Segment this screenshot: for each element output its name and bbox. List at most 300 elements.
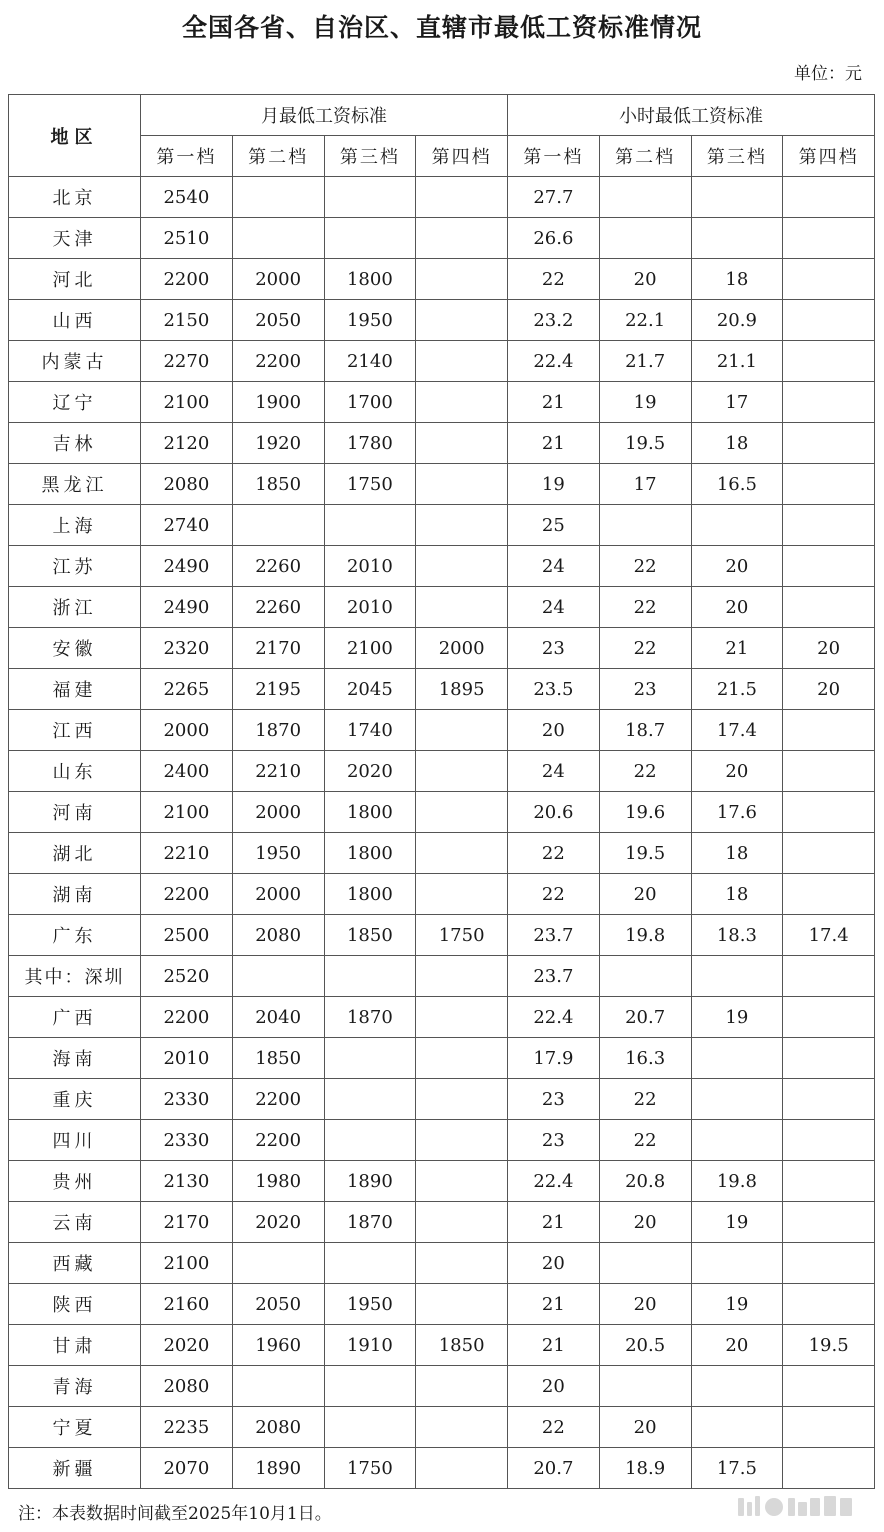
monthly-tier-3-cell: 2020 — [324, 751, 416, 792]
hourly-tier-3-cell: 17 — [691, 382, 783, 423]
hourly-tier-4-cell — [783, 1120, 875, 1161]
hourly-tier-1-cell: 22.4 — [508, 341, 600, 382]
monthly-tier-1-cell: 2100 — [141, 792, 233, 833]
monthly-tier-2-cell: 2200 — [232, 1120, 324, 1161]
hourly-tier-2-cell: 20 — [599, 874, 691, 915]
monthly-tier-3-cell: 1800 — [324, 833, 416, 874]
hourly-tier-1-cell: 17.9 — [508, 1038, 600, 1079]
monthly-tier-3-cell — [324, 505, 416, 546]
region-cell: 广东 — [9, 915, 141, 956]
monthly-tier-2-cell: 2080 — [232, 915, 324, 956]
monthly-tier-3-cell: 1700 — [324, 382, 416, 423]
hourly-tier-2-cell: 20 — [599, 1202, 691, 1243]
monthly-tier-4-cell — [416, 382, 508, 423]
monthly-tier-4-cell — [416, 259, 508, 300]
hourly-tier-3-cell: 21.1 — [691, 341, 783, 382]
monthly-tier-3-cell: 1800 — [324, 259, 416, 300]
monthly-tier-2-cell: 2080 — [232, 1407, 324, 1448]
region-cell: 重庆 — [9, 1079, 141, 1120]
hourly-tier-3-cell — [691, 1038, 783, 1079]
hourly-tier-1-cell: 25 — [508, 505, 600, 546]
table-row — [9, 628, 875, 669]
table-row — [9, 1325, 875, 1366]
table-row — [9, 218, 875, 259]
table-row — [9, 792, 875, 833]
monthly-tier-1-cell: 2330 — [141, 1079, 233, 1120]
hourly-tier-3-cell: 20.9 — [691, 300, 783, 341]
hourly-tier-1-cell: 23.7 — [508, 915, 600, 956]
region-cell: 陕西 — [9, 1284, 141, 1325]
table-row — [9, 1161, 875, 1202]
table-row — [9, 1120, 875, 1161]
monthly-tier-4-cell — [416, 1284, 508, 1325]
monthly-tier-2-cell: 2050 — [232, 1284, 324, 1325]
hourly-tier-2-cell: 20.8 — [599, 1161, 691, 1202]
hourly-tier-1-cell: 20 — [508, 1243, 600, 1284]
table-row — [9, 833, 875, 874]
hourly-tier-2-cell: 23 — [599, 669, 691, 710]
monthly-tier-2-cell: 2260 — [232, 546, 324, 587]
region-cell: 江苏 — [9, 546, 141, 587]
monthly-tier-3-cell: 1800 — [324, 874, 416, 915]
region-cell: 北京 — [9, 177, 141, 218]
hourly-tier-1-cell: 20 — [508, 1366, 600, 1407]
hourly-tier-3-cell: 20 — [691, 587, 783, 628]
hourly-tier-2-cell — [599, 177, 691, 218]
monthly-tier-4-cell — [416, 751, 508, 792]
hourly-tier-2-cell: 22 — [599, 751, 691, 792]
monthly-tier-1-cell: 2510 — [141, 218, 233, 259]
tier-header-monthly-1: 第一档 — [141, 136, 233, 177]
monthly-tier-3-cell: 2010 — [324, 546, 416, 587]
monthly-tier-4-cell: 1750 — [416, 915, 508, 956]
region-cell: 湖北 — [9, 833, 141, 874]
monthly-tier-1-cell: 2200 — [141, 259, 233, 300]
monthly-tier-2-cell: 1920 — [232, 423, 324, 464]
hourly-tier-2-cell: 20 — [599, 1407, 691, 1448]
monthly-tier-1-cell: 2330 — [141, 1120, 233, 1161]
monthly-tier-3-cell: 2045 — [324, 669, 416, 710]
monthly-tier-4-cell — [416, 1120, 508, 1161]
region-cell: 宁夏 — [9, 1407, 141, 1448]
hourly-tier-2-cell: 19.5 — [599, 423, 691, 464]
monthly-tier-3-cell — [324, 1407, 416, 1448]
hourly-tier-1-cell: 24 — [508, 587, 600, 628]
region-cell: 天津 — [9, 218, 141, 259]
region-cell: 四川 — [9, 1120, 141, 1161]
monthly-tier-4-cell — [416, 464, 508, 505]
hourly-tier-3-cell — [691, 505, 783, 546]
monthly-tier-1-cell: 2160 — [141, 1284, 233, 1325]
hourly-tier-3-cell — [691, 177, 783, 218]
hourly-tier-2-cell — [599, 218, 691, 259]
hourly-tier-2-cell: 18.9 — [599, 1448, 691, 1489]
tier-header-monthly-4: 第四档 — [416, 136, 508, 177]
monthly-tier-4-cell — [416, 710, 508, 751]
monthly-tier-4-cell — [416, 792, 508, 833]
hourly-tier-3-cell: 19 — [691, 997, 783, 1038]
monthly-tier-3-cell: 1740 — [324, 710, 416, 751]
hourly-tier-2-cell: 19.5 — [599, 833, 691, 874]
hourly-tier-2-cell: 18.7 — [599, 710, 691, 751]
hourly-tier-2-cell: 22 — [599, 628, 691, 669]
hourly-wage-header: 小时最低工资标准 — [508, 95, 875, 136]
monthly-tier-2-cell: 1870 — [232, 710, 324, 751]
region-cell: 浙江 — [9, 587, 141, 628]
monthly-tier-1-cell: 2200 — [141, 874, 233, 915]
monthly-tier-1-cell: 2070 — [141, 1448, 233, 1489]
region-cell: 海南 — [9, 1038, 141, 1079]
table-row — [9, 341, 875, 382]
hourly-tier-3-cell: 18 — [691, 833, 783, 874]
hourly-tier-1-cell: 22 — [508, 833, 600, 874]
monthly-tier-4-cell — [416, 956, 508, 997]
monthly-tier-1-cell: 2130 — [141, 1161, 233, 1202]
table-row — [9, 1448, 875, 1489]
region-cell: 辽宁 — [9, 382, 141, 423]
hourly-tier-3-cell — [691, 1120, 783, 1161]
monthly-tier-1-cell: 2490 — [141, 587, 233, 628]
monthly-tier-2-cell: 2000 — [232, 874, 324, 915]
region-cell: 其中：深圳 — [9, 956, 141, 997]
monthly-tier-3-cell: 2140 — [324, 341, 416, 382]
hourly-tier-4-cell — [783, 1284, 875, 1325]
monthly-tier-1-cell: 2000 — [141, 710, 233, 751]
region-cell: 福建 — [9, 669, 141, 710]
monthly-tier-1-cell: 2500 — [141, 915, 233, 956]
table-row — [9, 669, 875, 710]
monthly-tier-2-cell — [232, 1243, 324, 1284]
monthly-tier-3-cell: 2100 — [324, 628, 416, 669]
region-cell: 上海 — [9, 505, 141, 546]
monthly-tier-3-cell: 1850 — [324, 915, 416, 956]
monthly-tier-2-cell: 2000 — [232, 259, 324, 300]
region-cell: 山西 — [9, 300, 141, 341]
hourly-tier-3-cell: 17.5 — [691, 1448, 783, 1489]
monthly-tier-4-cell — [416, 833, 508, 874]
hourly-tier-3-cell: 20 — [691, 546, 783, 587]
hourly-tier-1-cell: 22 — [508, 1407, 600, 1448]
tier-header-hourly-3: 第三档 — [691, 136, 783, 177]
hourly-tier-1-cell: 24 — [508, 546, 600, 587]
footnote: 注：本表数据时间截至2025年10月1日。 — [18, 1504, 332, 1524]
hourly-tier-3-cell: 17.4 — [691, 710, 783, 751]
hourly-tier-3-cell: 18 — [691, 259, 783, 300]
hourly-tier-4-cell — [783, 259, 875, 300]
hourly-tier-1-cell: 27.7 — [508, 177, 600, 218]
monthly-tier-1-cell: 2010 — [141, 1038, 233, 1079]
tier-header-hourly-4: 第四档 — [783, 136, 875, 177]
monthly-tier-2-cell — [232, 1366, 324, 1407]
hourly-tier-2-cell — [599, 505, 691, 546]
hourly-tier-2-cell: 22.1 — [599, 300, 691, 341]
table-row — [9, 1407, 875, 1448]
hourly-tier-2-cell: 20.5 — [599, 1325, 691, 1366]
hourly-tier-3-cell — [691, 1243, 783, 1284]
hourly-tier-1-cell: 20.7 — [508, 1448, 600, 1489]
hourly-tier-2-cell: 22 — [599, 1120, 691, 1161]
monthly-tier-3-cell — [324, 177, 416, 218]
monthly-tier-1-cell: 2200 — [141, 997, 233, 1038]
monthly-tier-3-cell — [324, 1079, 416, 1120]
hourly-tier-1-cell: 19 — [508, 464, 600, 505]
region-cell: 黑龙江 — [9, 464, 141, 505]
minimum-wage-table — [8, 94, 875, 1489]
hourly-tier-4-cell — [783, 1407, 875, 1448]
hourly-tier-1-cell: 24 — [508, 751, 600, 792]
hourly-tier-4-cell — [783, 177, 875, 218]
monthly-tier-4-cell — [416, 1407, 508, 1448]
region-cell: 云南 — [9, 1202, 141, 1243]
hourly-tier-2-cell: 19 — [599, 382, 691, 423]
hourly-tier-4-cell — [783, 341, 875, 382]
region-cell: 湖南 — [9, 874, 141, 915]
table-body — [9, 177, 875, 1489]
table-row — [9, 1284, 875, 1325]
hourly-tier-4-cell — [783, 1366, 875, 1407]
monthly-tier-2-cell: 2200 — [232, 1079, 324, 1120]
region-cell: 河南 — [9, 792, 141, 833]
monthly-tier-1-cell: 2100 — [141, 382, 233, 423]
monthly-tier-2-cell: 2020 — [232, 1202, 324, 1243]
monthly-tier-3-cell — [324, 218, 416, 259]
hourly-tier-4-cell — [783, 1448, 875, 1489]
hourly-tier-1-cell: 22.4 — [508, 1161, 600, 1202]
monthly-tier-4-cell — [416, 505, 508, 546]
hourly-tier-2-cell: 22 — [599, 546, 691, 587]
table-row — [9, 300, 875, 341]
region-column-header: 地区 — [9, 95, 141, 177]
monthly-tier-4-cell: 1895 — [416, 669, 508, 710]
monthly-tier-1-cell: 2020 — [141, 1325, 233, 1366]
monthly-tier-3-cell: 1750 — [324, 464, 416, 505]
hourly-tier-3-cell — [691, 956, 783, 997]
region-cell: 内蒙古 — [9, 341, 141, 382]
region-cell: 安徽 — [9, 628, 141, 669]
monthly-tier-4-cell — [416, 1161, 508, 1202]
hourly-tier-3-cell: 17.6 — [691, 792, 783, 833]
monthly-tier-3-cell: 1950 — [324, 300, 416, 341]
monthly-tier-3-cell: 1870 — [324, 997, 416, 1038]
hourly-tier-1-cell: 21 — [508, 423, 600, 464]
monthly-tier-1-cell: 2740 — [141, 505, 233, 546]
monthly-tier-4-cell — [416, 1079, 508, 1120]
hourly-tier-4-cell — [783, 833, 875, 874]
table-row — [9, 915, 875, 956]
hourly-tier-4-cell — [783, 1243, 875, 1284]
monthly-tier-4-cell — [416, 997, 508, 1038]
hourly-tier-3-cell — [691, 1079, 783, 1120]
region-cell: 山东 — [9, 751, 141, 792]
tier-header-hourly-1: 第一档 — [508, 136, 600, 177]
table-row — [9, 751, 875, 792]
monthly-tier-2-cell: 1960 — [232, 1325, 324, 1366]
hourly-tier-1-cell: 21 — [508, 1284, 600, 1325]
monthly-tier-2-cell: 2000 — [232, 792, 324, 833]
hourly-tier-3-cell: 18.3 — [691, 915, 783, 956]
monthly-tier-1-cell: 2170 — [141, 1202, 233, 1243]
monthly-tier-1-cell: 2540 — [141, 177, 233, 218]
hourly-tier-4-cell — [783, 1079, 875, 1120]
hourly-tier-4-cell — [783, 423, 875, 464]
hourly-tier-2-cell — [599, 1243, 691, 1284]
hourly-tier-4-cell: 19.5 — [783, 1325, 875, 1366]
hourly-tier-2-cell: 20 — [599, 1284, 691, 1325]
monthly-tier-4-cell — [416, 1448, 508, 1489]
monthly-tier-3-cell: 1800 — [324, 792, 416, 833]
table-row — [9, 1038, 875, 1079]
monthly-tier-2-cell: 2170 — [232, 628, 324, 669]
hourly-tier-3-cell: 19 — [691, 1202, 783, 1243]
monthly-tier-4-cell — [416, 423, 508, 464]
hourly-tier-4-cell — [783, 1202, 875, 1243]
hourly-tier-1-cell: 22 — [508, 874, 600, 915]
hourly-tier-1-cell: 23.2 — [508, 300, 600, 341]
hourly-tier-2-cell: 20.7 — [599, 997, 691, 1038]
monthly-tier-1-cell: 2150 — [141, 300, 233, 341]
monthly-tier-3-cell — [324, 1120, 416, 1161]
monthly-tier-2-cell: 1980 — [232, 1161, 324, 1202]
monthly-tier-2-cell — [232, 177, 324, 218]
hourly-tier-4-cell — [783, 1161, 875, 1202]
hourly-tier-1-cell: 23 — [508, 1120, 600, 1161]
hourly-tier-4-cell: 17.4 — [783, 915, 875, 956]
table-row — [9, 505, 875, 546]
table-row — [9, 464, 875, 505]
monthly-tier-2-cell — [232, 505, 324, 546]
hourly-tier-1-cell: 23.5 — [508, 669, 600, 710]
hourly-tier-4-cell — [783, 464, 875, 505]
monthly-tier-2-cell: 2050 — [232, 300, 324, 341]
monthly-tier-4-cell — [416, 341, 508, 382]
monthly-tier-4-cell — [416, 177, 508, 218]
monthly-tier-1-cell: 2235 — [141, 1407, 233, 1448]
table-row — [9, 546, 875, 587]
hourly-tier-3-cell: 18 — [691, 874, 783, 915]
monthly-tier-2-cell: 1950 — [232, 833, 324, 874]
monthly-tier-4-cell — [416, 218, 508, 259]
hourly-tier-4-cell — [783, 382, 875, 423]
hourly-tier-1-cell: 22.4 — [508, 997, 600, 1038]
hourly-tier-4-cell — [783, 792, 875, 833]
table-row — [9, 177, 875, 218]
monthly-tier-2-cell: 2210 — [232, 751, 324, 792]
hourly-tier-3-cell: 19.8 — [691, 1161, 783, 1202]
hourly-tier-1-cell: 20.6 — [508, 792, 600, 833]
monthly-tier-4-cell — [416, 874, 508, 915]
table-row — [9, 710, 875, 751]
hourly-tier-3-cell — [691, 1407, 783, 1448]
hourly-tier-3-cell: 21.5 — [691, 669, 783, 710]
region-cell: 贵州 — [9, 1161, 141, 1202]
hourly-tier-2-cell: 22 — [599, 1079, 691, 1120]
monthly-tier-3-cell — [324, 956, 416, 997]
monthly-tier-4-cell — [416, 1038, 508, 1079]
hourly-tier-4-cell — [783, 997, 875, 1038]
tier-header-hourly-2: 第二档 — [599, 136, 691, 177]
region-cell: 西藏 — [9, 1243, 141, 1284]
monthly-tier-3-cell: 1910 — [324, 1325, 416, 1366]
table-row — [9, 382, 875, 423]
monthly-tier-3-cell: 1780 — [324, 423, 416, 464]
monthly-tier-1-cell: 2120 — [141, 423, 233, 464]
monthly-wage-header: 月最低工资标准 — [141, 95, 508, 136]
hourly-tier-2-cell: 20 — [599, 259, 691, 300]
hourly-tier-3-cell: 20 — [691, 751, 783, 792]
watermark-logo — [736, 1492, 866, 1522]
tier-header-monthly-3: 第三档 — [324, 136, 416, 177]
monthly-tier-2-cell: 2040 — [232, 997, 324, 1038]
table-row — [9, 259, 875, 300]
hourly-tier-4-cell — [783, 546, 875, 587]
hourly-tier-1-cell: 21 — [508, 1202, 600, 1243]
hourly-tier-4-cell — [783, 218, 875, 259]
monthly-tier-3-cell: 1950 — [324, 1284, 416, 1325]
monthly-tier-3-cell — [324, 1243, 416, 1284]
hourly-tier-4-cell: 20 — [783, 628, 875, 669]
hourly-tier-4-cell — [783, 300, 875, 341]
hourly-tier-1-cell: 20 — [508, 710, 600, 751]
monthly-tier-2-cell: 1900 — [232, 382, 324, 423]
table-row — [9, 956, 875, 997]
monthly-tier-4-cell — [416, 1202, 508, 1243]
monthly-tier-1-cell: 2080 — [141, 1366, 233, 1407]
table-row — [9, 423, 875, 464]
hourly-tier-4-cell: 20 — [783, 669, 875, 710]
table-row — [9, 1243, 875, 1284]
hourly-tier-2-cell: 19.6 — [599, 792, 691, 833]
table-row — [9, 1202, 875, 1243]
table-row — [9, 1079, 875, 1120]
tier-header-monthly-2: 第二档 — [232, 136, 324, 177]
monthly-tier-4-cell — [416, 546, 508, 587]
hourly-tier-2-cell: 17 — [599, 464, 691, 505]
hourly-tier-4-cell — [783, 1038, 875, 1079]
monthly-tier-3-cell — [324, 1038, 416, 1079]
hourly-tier-3-cell — [691, 218, 783, 259]
table-row — [9, 997, 875, 1038]
monthly-tier-4-cell — [416, 300, 508, 341]
monthly-tier-1-cell: 2520 — [141, 956, 233, 997]
monthly-tier-2-cell: 1850 — [232, 1038, 324, 1079]
monthly-tier-4-cell: 2000 — [416, 628, 508, 669]
monthly-tier-3-cell: 1870 — [324, 1202, 416, 1243]
monthly-tier-4-cell: 1850 — [416, 1325, 508, 1366]
hourly-tier-1-cell: 21 — [508, 1325, 600, 1366]
monthly-tier-3-cell: 2010 — [324, 587, 416, 628]
monthly-tier-4-cell — [416, 1243, 508, 1284]
monthly-tier-2-cell — [232, 956, 324, 997]
hourly-tier-1-cell: 26.6 — [508, 218, 600, 259]
monthly-tier-4-cell — [416, 1366, 508, 1407]
monthly-tier-1-cell: 2320 — [141, 628, 233, 669]
hourly-tier-2-cell: 16.3 — [599, 1038, 691, 1079]
monthly-tier-4-cell — [416, 587, 508, 628]
hourly-tier-2-cell — [599, 1366, 691, 1407]
hourly-tier-4-cell — [783, 751, 875, 792]
hourly-tier-4-cell — [783, 710, 875, 751]
monthly-tier-1-cell: 2490 — [141, 546, 233, 587]
hourly-tier-4-cell — [783, 587, 875, 628]
monthly-tier-3-cell: 1750 — [324, 1448, 416, 1489]
monthly-tier-2-cell: 2260 — [232, 587, 324, 628]
monthly-tier-2-cell — [232, 218, 324, 259]
table-row — [9, 1366, 875, 1407]
hourly-tier-4-cell — [783, 505, 875, 546]
monthly-tier-3-cell: 1890 — [324, 1161, 416, 1202]
hourly-tier-3-cell: 18 — [691, 423, 783, 464]
region-cell: 新疆 — [9, 1448, 141, 1489]
